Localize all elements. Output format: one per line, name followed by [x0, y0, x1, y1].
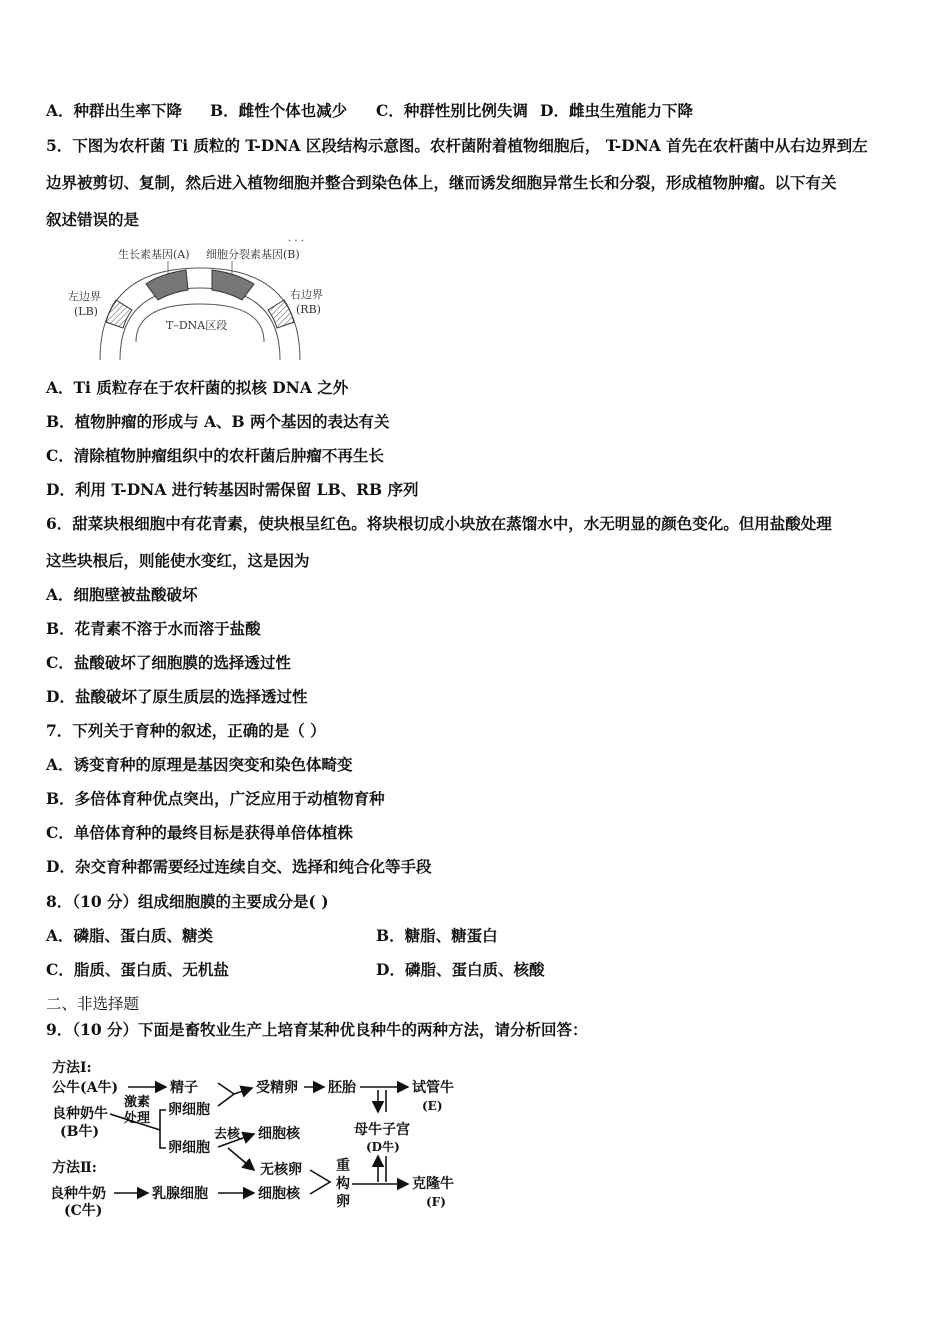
cell-nucleus-1: 细胞核 — [258, 1126, 300, 1142]
q7-option-a: A．诱变育种的原理是基因突变和染色体畸变 — [46, 755, 353, 774]
q5-stem-line1: 5．下图为农杆菌 Ti 质粒的 T-DNA 区段结构示意图。农杆菌附着植物细胞后， T-DNA 首先在农杆菌中从右边界到左 — [46, 136, 868, 155]
q7-option-b: B．多倍体育种优点突出，广泛应用于动植物育种 — [46, 789, 385, 808]
q8-option-a: A．磷脂、蛋白质、糖类 — [46, 926, 214, 945]
q5-option-b: B．植物肿瘤的形成与 A、B 两个基因的表达有关 — [46, 412, 390, 431]
q5-option-c: C．清除植物肿瘤组织中的农杆菌后肿瘤不再生长 — [46, 446, 384, 465]
q7-stem: 7．下列关于育种的叙述，正确的是（ ） — [46, 721, 326, 740]
hormone-2: 处理 — [124, 1111, 151, 1126]
method2-label: 方法Ⅱ: — [52, 1160, 97, 1176]
q6-stem-line1: 6．甜菜块根细胞中有花青素，使块根呈红色。将块根切成小块放在蒸馏水中，水无明显的颜色变化。但用盐酸处理 — [46, 514, 832, 533]
tdna-label: T–DNA区段 — [166, 319, 228, 332]
right-border-block — [268, 300, 294, 328]
q4-option-d: D．雌虫生殖能力下降 — [540, 101, 693, 120]
q9-stem: 9．（10 分）下面是畜牧业生产上培育某种优良种牛的两种方法，请分析回答： — [46, 1020, 588, 1039]
gene-b-block — [212, 270, 254, 300]
left-border-block — [106, 300, 132, 328]
q6-option-a: A．细胞壁被盐酸破坏 — [46, 585, 198, 604]
gene-a-block — [146, 270, 188, 300]
surrogate-tag: (D牛) — [366, 1140, 400, 1154]
left-border-abbr: (LB) — [74, 305, 98, 318]
dairy-cow-c: 良种牛奶 — [50, 1186, 106, 1202]
bull-a: 公牛(A牛) — [52, 1080, 119, 1096]
mammary-cell: 乳腺细胞 — [152, 1186, 208, 1202]
recon-1: 重 — [336, 1158, 350, 1174]
enucleated-egg: 无核卵 — [260, 1162, 302, 1178]
right-border-abbr: (RB) — [296, 303, 321, 316]
test-tube-cow-tag: (E) — [422, 1099, 443, 1113]
q5-stem-line2: 边界被剪切、复制，然后进入植物细胞并整合到染色体上，继而诱发细胞异常生长和分裂，形成植物肿瘤。以下有关 — [46, 173, 837, 192]
q4-option-a: A．种群出生率下降 — [46, 101, 183, 120]
q4-option-c: C．种群性别比例失调 — [376, 101, 528, 120]
section-heading: 二、非选择题 — [46, 995, 140, 1013]
q8-option-d: D．磷脂、蛋白质、核酸 — [376, 960, 545, 979]
egg-cell-2: 卵细胞 — [168, 1140, 210, 1156]
egg-cell-1: 卵细胞 — [168, 1102, 210, 1118]
recon-3: 卵 — [336, 1194, 350, 1210]
dairy-cow-c-tag: (C牛) — [64, 1203, 103, 1219]
hormone-1: 激素 — [124, 1095, 151, 1110]
breeding-diagram — [48, 1052, 478, 1222]
right-border-label: 右边界 — [290, 288, 323, 301]
sperm: 精子 — [170, 1080, 198, 1096]
test-tube-cow: 试管牛 — [412, 1080, 454, 1096]
q6-option-c: C．盐酸破坏了细胞膜的选择透过性 — [46, 653, 291, 672]
cloned-cow-tag: (F) — [426, 1195, 446, 1209]
q8-option-b: B．糖脂、糖蛋白 — [376, 926, 498, 945]
gene-b-label: 细胞分裂素基因(B) — [206, 248, 300, 261]
left-border-label: 左边界 — [68, 290, 101, 303]
recon-2: 构 — [336, 1176, 350, 1192]
q6-option-b: B．花青素不溶于水而溶于盐酸 — [46, 619, 261, 638]
fertilized-egg: 受精卵 — [256, 1080, 298, 1096]
q8-option-c: C．脂质、蛋白质、无机盐 — [46, 960, 229, 979]
q6-option-d: D．盐酸破坏了原生质层的选择透过性 — [46, 687, 308, 706]
denucleate: 去核 — [214, 1127, 241, 1142]
surrogate-uterus: 母牛子宫 — [354, 1122, 410, 1138]
dairy-cow-b-tag: (B牛) — [60, 1124, 100, 1140]
q8-stem: 8．（10 分）组成细胞膜的主要成分是( ) — [46, 892, 329, 911]
cell-nucleus-2: 细胞核 — [258, 1186, 300, 1202]
q7-option-d: D．杂交育种都需要经过连续自交、选择和纯合化等手段 — [46, 857, 432, 876]
q6-stem-line2: 这些块根后，则能使水变红，这是因为 — [46, 551, 310, 570]
q5-option-d: D．利用 T-DNA 进行转基因时需保留 LB、RB 序列 — [46, 480, 419, 499]
q7-option-c: C．单倍体育种的最终目标是获得单倍体植株 — [46, 823, 353, 842]
cloned-cow: 克隆牛 — [412, 1176, 454, 1192]
dairy-cow-b: 良种奶牛 — [52, 1106, 108, 1122]
q5-option-a: A．Ti 质粒存在于农杆菌的拟核 DNA 之外 — [46, 378, 349, 397]
q4-option-b: B．雌性个体也减少 — [210, 101, 348, 120]
q5-stem-line3: 叙述错误的是 — [46, 210, 140, 229]
tdna-diagram — [60, 232, 340, 362]
gene-a-label: 生长素基因(A) — [118, 248, 190, 261]
svg-text:· · ·: · · · — [288, 236, 304, 247]
embryo: 胚胎 — [328, 1080, 356, 1096]
method1-label: 方法Ⅰ: — [52, 1060, 92, 1076]
